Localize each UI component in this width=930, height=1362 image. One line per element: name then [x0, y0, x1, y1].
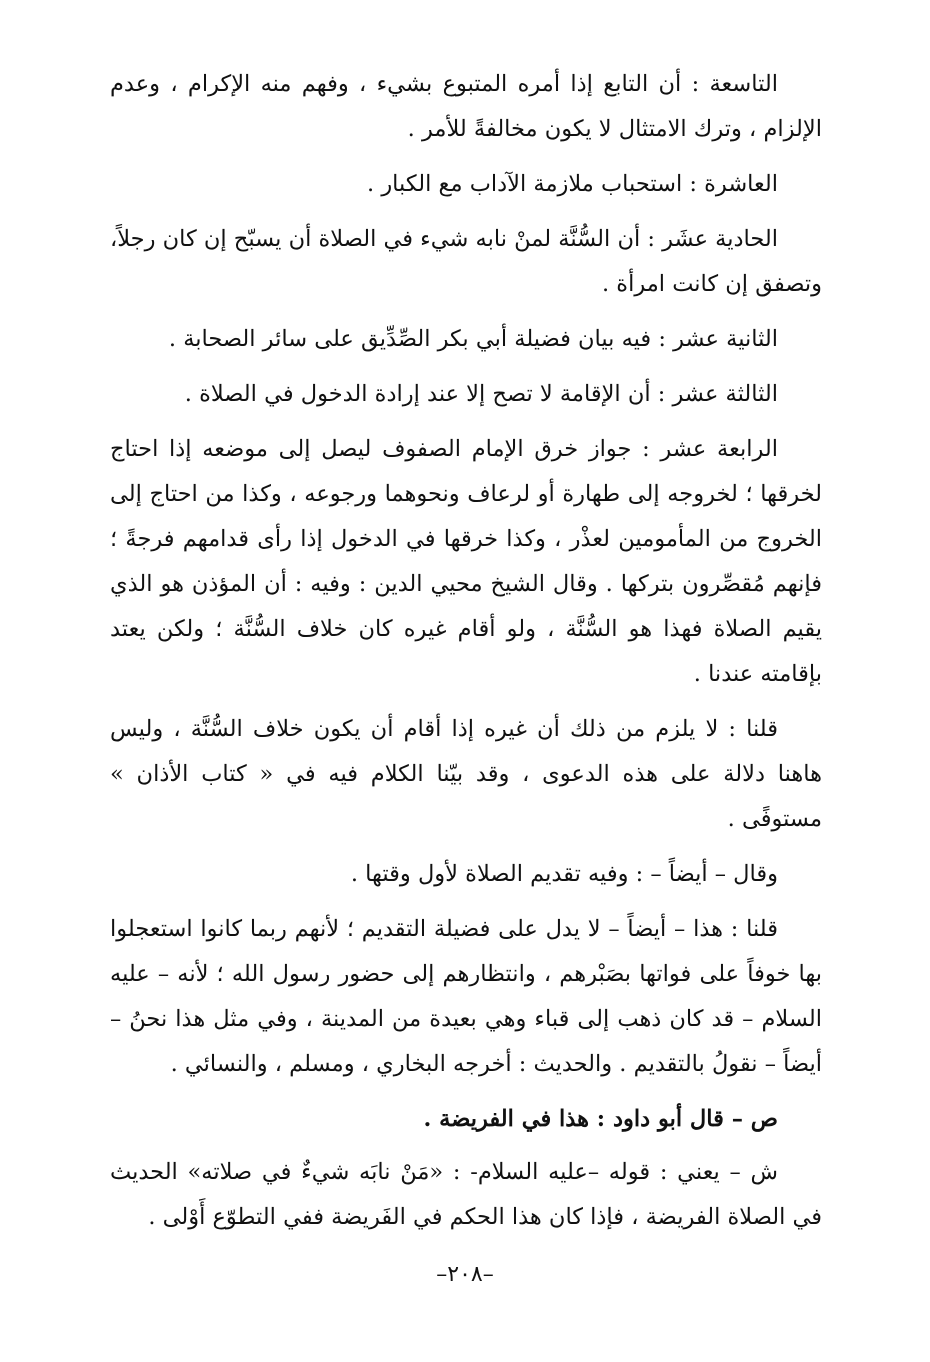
- paragraph-abu-dawud-heading: ص – قال أبو داود : هذا في الفريضة .: [423, 1106, 778, 1132]
- paragraph-commentary: ش – يعني : قوله –عليه السلام- : «مَنْ نابَه شيءٌ في صلاته» الحديث في الصلاة الفريضة ، فإذا كان هذا الحكم في الفَريضة ففي التطوّع أَوْلى .: [110, 1159, 822, 1230]
- paragraph-fourteenth: الرابعة عشر : جواز خرق الإمام الصفوف ليصل إلى موضعه إذا احتاج لخرقها ؛ لخروجه إلى طهارة أو لرعاف ونحوهما ورجوعه ، وكذا من احتاج إلى الخروج من المأمومين لعذْر ، وكذا خرقها في الدخول إذا رأى قدامهم فرجةً ؛ فإنهم مُقصِّرون بتركها . وقال الشيخ محيي الدين : وفيه : أن المؤذن هو الذي يقيم الصلاة فهذا هو السُّنَّة ، ولو أقام غيره كان خلاف السُّنَّة ؛ ولكن يعتد بإقامته عندنا .: [110, 436, 822, 687]
- paragraph-eleventh: الحادية عشَر : أن السُّنَّة لمنْ نابه شيء في الصلاة أن يسبّح إن كان رجلاً، وتصفق إن كانت امرأة .: [110, 226, 822, 297]
- document-page: [110, 62, 822, 1302]
- paragraph-ninth: التاسعة : أن التابع إذا أمره المتبوع بشيء ، وفهم منه الإكرام ، وعدم الإلزام ، وترك الامتثال لا يكون مخالفةً للأمر .: [110, 71, 822, 142]
- paragraph-twelfth: الثانية عشر : فيه بيان فضيلة أبي بكر الصِّدِّيق على سائر الصحابة .: [168, 326, 778, 352]
- paragraph-thirteenth: الثالثة عشر : أن الإقامة لا تصح إلا عند إرادة الدخول في الصلاة .: [184, 381, 778, 407]
- paragraph-response-two: قلنا : هذا – أيضاً – لا يدل على فضيلة التقديم ؛ لأنهم ربما كانوا استعجلوا بها خوفاً على فواتها بصَبْرهم ، وانتظارهم إلى حضور رسول الله ؛ لأنه – عليه السلام – قد كان ذهب إلى قباء وهي بعيدة من المدينة ، وفي مثل هذا نحنُ – أيضاً – نقولُ بالتقديم . والحديث : أخرجه البخاري ، ومسلم ، والنسائي .: [110, 916, 822, 1077]
- page-number: –٢٠٨–: [436, 1262, 494, 1287]
- paragraph-response-one: قلنا : لا يلزم من ذلك أن غيره إذا أقام أن يكون خلاف السُّنَّة ، وليس هاهنا دلالة على هذه الدعوى ، وقد بيّنا الكلام فيه في « كتاب الأذان » مستوفًى .: [110, 716, 822, 832]
- paragraph-quote: وقال – أيضاً – : وفيه تقديم الصلاة لأول وقتها .: [350, 861, 778, 887]
- paragraph-tenth: العاشرة : استحباب ملازمة الآداب مع الكبار .: [367, 171, 778, 197]
